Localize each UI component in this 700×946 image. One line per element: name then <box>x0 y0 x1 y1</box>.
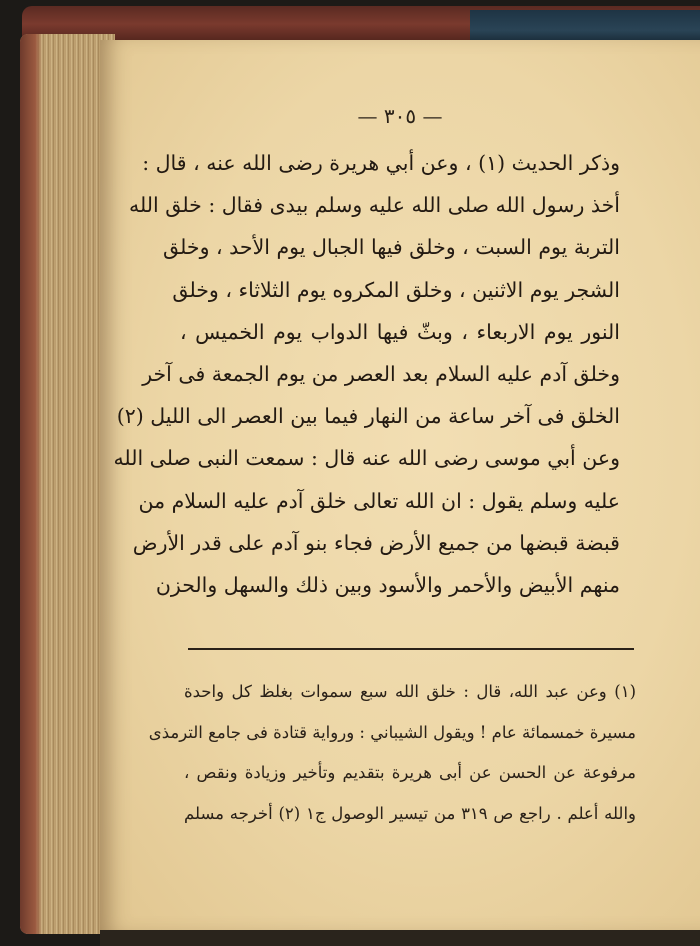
footnote-line: مرفوعة عن الحسن عن أبى هريرة بتقديم وتأخير وزيادة ونقص ، <box>184 763 636 782</box>
book-bottom-edge <box>100 930 700 946</box>
body-line: الشجر يوم الاثنين ، وخلق المكروه يوم الثلاثاء ، وخلق <box>172 277 620 302</box>
page-number: — ٣٠٥ — <box>357 104 443 128</box>
body-line: وعن أبي موسى رضى الله عنه قال : سمعت النبى صلى الله <box>113 446 620 471</box>
body-line: وخلق آدم عليه السلام بعد العصر من يوم الجمعة فى آخر <box>142 361 620 386</box>
footnote-line: مسيرة خمسمائة عام ! ويقول الشيباني : ورواية قتادة فى جامع الترمذى <box>148 722 636 742</box>
book-page <box>100 40 700 930</box>
book-cover-top-dark <box>470 10 700 44</box>
book-spine-edge <box>20 34 42 934</box>
body-line: قبضة قبضها من جميع الأرض فجاء بنو آدم على قدر الأرض <box>132 530 620 555</box>
body-line: التربة يوم السبت ، وخلق فيها الجبال يوم الأحد ، وخلق <box>163 235 620 260</box>
body-line: وذكر الحديث (١) ، وعن أبي هريرة رضى الله عنه ، قال : <box>142 151 620 175</box>
body-line: النور يوم الاربعاء ، وبثّ فيها الدواب يوم الخميس ، <box>180 319 620 344</box>
body-line: أخذ رسول الله صلى الله عليه وسلم بيدى فقال : خلق الله <box>129 193 620 218</box>
footnote-line: (١) وعن عبد الله، قال : خلق الله سبع سموات بغلظ كل واحدة <box>184 682 636 701</box>
footnotes <box>148 672 636 834</box>
body-text <box>113 142 620 606</box>
footnote-line: والله أعلم . راجع ص ٣١٩ من تيسير الوصول ج١ (٢) أخرجه مسلم <box>184 803 636 823</box>
body-line: منهم الأبيض والأحمر والأسود وبين ذلك والسهل والحزن <box>155 572 620 597</box>
body-line: الخلق فى آخر ساعة من النهار فيما بين العصر الى الليل (٢) <box>116 404 620 429</box>
footnote-divider <box>188 648 634 650</box>
body-line: عليه وسلم يقول : ان الله تعالى خلق آدم عليه السلام من <box>138 488 620 513</box>
